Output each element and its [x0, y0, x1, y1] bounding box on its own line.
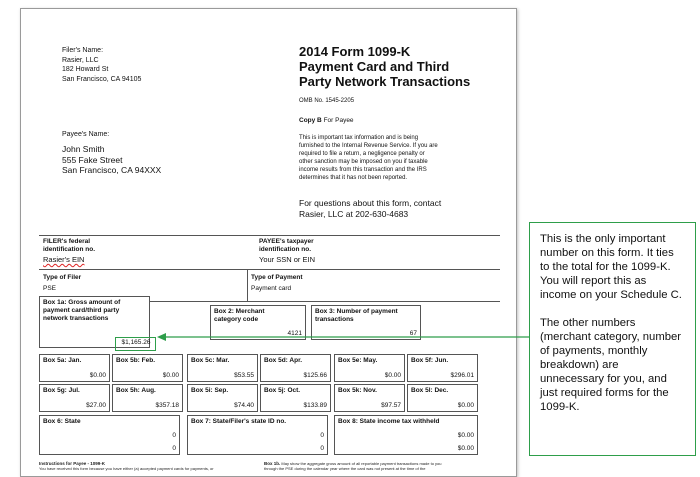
filer-type-label: Type of Filer	[43, 274, 82, 281]
callout-paragraph: This is the only important number on this form. It ties to the total for the 1099-K. You will report this as income on your Schedule C.	[540, 233, 682, 301]
box-7-label: Box 7: State/Filer's state ID no.	[191, 418, 287, 425]
box-8-value: $0.00	[457, 432, 474, 439]
box-5j-label: Box 5j: Oct.	[264, 387, 301, 394]
box-5b-label: Box 5b: Feb.	[116, 357, 156, 364]
payee-name-label: Payee's Name:	[62, 131, 110, 138]
filer-city: San Francisco, CA 94105	[62, 75, 142, 83]
box-1b-instructions	[264, 461, 514, 471]
contact-info	[299, 198, 499, 220]
box-5j	[260, 384, 331, 412]
payee-id-value: Your SSN or EIN	[259, 255, 315, 264]
tax-notice	[299, 134, 495, 182]
filer-name: Rasier, LLC	[62, 56, 99, 64]
box-2	[210, 305, 306, 340]
annotation-callout	[529, 222, 696, 456]
box-5e-label: Box 5e: May.	[338, 357, 378, 364]
form-title-line: Party Network Transactions	[299, 74, 471, 89]
box-8-label: Box 8: State income tax withheld	[338, 418, 440, 425]
box-5h	[112, 384, 183, 412]
box-5e-value: $0.00	[384, 372, 401, 379]
box-8-value: $0.00	[457, 445, 474, 452]
filer-type-value: PSE	[43, 285, 57, 292]
box-5g-label: Box 5g: Jul.	[43, 387, 80, 394]
divider	[247, 269, 248, 301]
box-5g	[39, 384, 110, 412]
contact-line: Rasier, LLC at 202-630-4683	[299, 209, 409, 219]
box-1b-text: through the PSE during the calendar year where the card was not present at the time of the	[264, 466, 426, 471]
label-line: PAYEE's taxpayer	[259, 238, 314, 245]
copy-b-label: Copy B	[299, 117, 322, 124]
notice-line: determines that it has not been reported.	[299, 175, 408, 181]
divider	[39, 235, 500, 236]
box-5d-label: Box 5d: Apr.	[264, 357, 303, 364]
box-6-label: Box 6: State	[43, 418, 81, 425]
payment-type-value: Payment card	[251, 285, 292, 292]
box-2-label	[214, 308, 265, 324]
box-5h-label: Box 5h: Aug.	[116, 387, 156, 394]
box-6	[39, 415, 180, 455]
divider	[39, 269, 500, 270]
box-1a-label	[43, 299, 120, 323]
label-line: Box 1a: Gross amount of	[43, 299, 121, 306]
box-7-value: 0	[320, 445, 324, 452]
label-line: identification no.	[43, 246, 95, 253]
label-line: FILER's federal	[43, 238, 91, 245]
label-line: transactions	[315, 316, 354, 323]
box-5i	[187, 384, 258, 412]
box-5f	[407, 354, 478, 382]
box-5l-value: $0.00	[457, 402, 474, 409]
box-5i-label: Box 5i: Sep.	[191, 387, 229, 394]
box-8	[334, 415, 478, 455]
box-3	[311, 305, 421, 340]
box-5c-label: Box 5c: Mar.	[191, 357, 230, 364]
filer-id-text: Rasier's EIN	[43, 255, 85, 264]
box-5k-value: $97.57	[381, 402, 401, 409]
box-5k	[334, 384, 405, 412]
omb-number: OMB No. 1545-2205	[299, 98, 355, 104]
payee-instructions	[39, 461, 269, 471]
box-7-value: 0	[320, 432, 324, 439]
box-5i-value: $74.40	[234, 402, 254, 409]
copy-for-label: For Payee	[323, 117, 354, 124]
notice-line: furnished to the Internal Revenue Service. If you are	[299, 143, 438, 149]
instructions-text: You have received this form because you have either (a) accepted payment cards for payments, or	[39, 466, 214, 471]
filer-name-label: Filer's Name:	[62, 47, 104, 54]
label-line: identification no.	[259, 246, 311, 253]
box-5a-value: $0.00	[89, 372, 106, 379]
box-5l-label: Box 5l: Dec.	[411, 387, 449, 394]
box-5h-value: $357.18	[155, 402, 179, 409]
notice-line: other sanction may be imposed on you if taxable	[299, 159, 428, 165]
filer-id-value	[43, 255, 84, 264]
box-6-value: 0	[172, 445, 176, 452]
callout-paragraph: The other numbers (merchant category, number of payments, monthly breakdown) are unnecessary for you, and just required forms for the 1099-K.	[540, 317, 682, 413]
box-3-value: 67	[409, 330, 417, 337]
form-title-line: 2014 Form 1099-K	[299, 44, 411, 59]
box-3-label	[315, 308, 398, 324]
filer-id-label	[43, 238, 95, 254]
instructions-title: Instructions for Payee - 1099-K	[39, 461, 106, 466]
form-1099k-page	[20, 8, 517, 477]
box-5a-label: Box 5a: Jan.	[43, 357, 82, 364]
box-5f-value: $296.01	[450, 372, 474, 379]
box-5a	[39, 354, 110, 382]
notice-line: required to file a return, a negligence penalty or	[299, 151, 425, 157]
box-5d	[260, 354, 331, 382]
notice-line: income results from this transaction and the IRS	[299, 167, 427, 173]
box-5c-value: $53.55	[234, 372, 254, 379]
label-line: Box 3: Number of payment	[315, 308, 398, 315]
box-5c	[187, 354, 258, 382]
box-5b	[112, 354, 183, 382]
box-1a-value: $1,165.26	[121, 339, 151, 346]
payee-street: 555 Fake Street	[62, 154, 123, 165]
filer-street: 182 Howard St	[62, 66, 109, 73]
box-2-value: 4121	[287, 330, 302, 337]
form-title	[299, 44, 514, 89]
contact-line: For questions about this form, contact	[299, 198, 442, 208]
payment-type-label: Type of Payment	[251, 274, 303, 281]
copy-designation	[299, 117, 354, 124]
payee-city: San Francisco, CA 94XXX	[62, 165, 162, 175]
box-7	[187, 415, 328, 455]
label-line: Box 2: Merchant	[214, 308, 265, 315]
label-line: category code	[214, 316, 259, 323]
box-1b-text: May show the aggregate gross amount of all reportable payment transactions made to you	[281, 461, 442, 466]
box-5d-value: $125.66	[303, 372, 327, 379]
box-5e	[334, 354, 405, 382]
box-5b-value: $0.00	[162, 372, 179, 379]
filer-address-block	[62, 46, 141, 84]
payee-id-label	[259, 238, 314, 254]
box-5k-label: Box 5k: Nov.	[338, 387, 377, 394]
box-5g-value: $27.00	[86, 402, 106, 409]
box-1b-title: Box 1b.	[264, 461, 281, 466]
box-5j-value: $133.89	[303, 402, 327, 409]
label-line: network transactions	[43, 315, 109, 322]
box-6-value: 0	[172, 432, 176, 439]
payee-address-block	[62, 144, 161, 176]
notice-line: This is important tax information and is being	[299, 135, 419, 141]
label-line: payment card/third party	[43, 307, 120, 314]
payee-name: John Smith	[62, 144, 105, 154]
box-5f-label: Box 5f: Jun.	[411, 357, 449, 364]
box-5l	[407, 384, 478, 412]
form-title-line: Payment Card and Third	[299, 59, 450, 74]
